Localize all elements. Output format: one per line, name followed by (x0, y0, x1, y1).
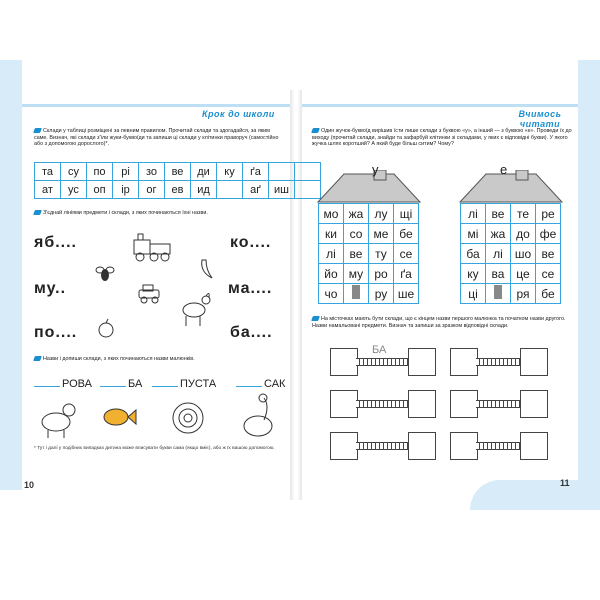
house-cell[interactable]: шо (511, 244, 536, 264)
bridge-answer[interactable] (476, 400, 520, 408)
picture-apple (330, 432, 358, 460)
pencil-icon (311, 316, 320, 321)
left-task2-text: З'єднай лініями предмети і склади, з яких починаються їхні назви. (43, 210, 208, 216)
house-cell[interactable]: це (511, 264, 536, 284)
train-icon (128, 232, 178, 262)
syllable-cell: ґа (243, 163, 269, 181)
word-ba-text: БА (128, 378, 143, 390)
right-task2-instruction (312, 316, 574, 329)
left-task3-text: Назви і допиши склади, з яких починаються назви малюнків. (43, 356, 195, 362)
fly-icon (95, 262, 115, 284)
house-cell[interactable]: ве (486, 204, 511, 224)
word-blank[interactable] (152, 378, 178, 387)
bridge-answer[interactable] (356, 358, 408, 366)
picture-pig (408, 432, 436, 460)
house-cell[interactable]: ро (369, 264, 394, 284)
syllable-ba: ба.... (230, 324, 273, 341)
syllable-ma: ма.... (228, 280, 273, 297)
house-cell[interactable]: со (344, 224, 369, 244)
bridge-answer[interactable] (356, 400, 408, 408)
house1-letter: у (372, 162, 379, 177)
syllable-cell: ог (139, 181, 165, 199)
pencil-icon (311, 128, 320, 133)
picture-mouse (408, 390, 436, 418)
pencil-icon (33, 128, 42, 133)
left-page-number: 10 (24, 480, 35, 490)
syllable-cell: ди (191, 163, 217, 181)
picture-frog (330, 348, 358, 376)
house2-letter: е (500, 162, 508, 177)
right-frame-corner (470, 480, 600, 510)
picture-plate (520, 432, 548, 460)
house-cell[interactable]: мо (319, 204, 344, 224)
picture-deer (450, 348, 478, 376)
house-cell[interactable]: ме (369, 224, 394, 244)
house-cell[interactable]: ве (344, 244, 369, 264)
house-cell[interactable]: ше (394, 284, 419, 304)
house-cell[interactable]: чо (319, 284, 344, 304)
house-door[interactable] (486, 284, 511, 304)
syllable-ko: ко.... (230, 234, 272, 251)
fish-icon (100, 404, 138, 430)
syllable-cell: рі (113, 163, 139, 181)
banana-icon (198, 258, 216, 280)
right-page-number: 11 (560, 478, 570, 488)
house-cell[interactable]: бе (536, 284, 561, 304)
house-cell[interactable]: ре (536, 204, 561, 224)
bridge-answer[interactable] (356, 442, 408, 450)
house-cell[interactable]: мі (461, 224, 486, 244)
house-cell[interactable]: до (511, 224, 536, 244)
picture-jar (330, 390, 358, 418)
left-page-header (22, 104, 290, 121)
picture-ram (408, 348, 436, 376)
picture-bowl (450, 390, 478, 418)
left-task2-instruction (34, 210, 284, 217)
right-header-title: Вчимось читати (518, 109, 562, 129)
house1-roof (314, 170, 424, 204)
house2-roof (456, 170, 566, 204)
house1-grid (318, 203, 419, 304)
right-frame (578, 60, 600, 490)
house-cell[interactable]: лу (369, 204, 394, 224)
picture-cake (520, 390, 548, 418)
word-rova[interactable] (34, 378, 92, 390)
house-cell[interactable]: ря (511, 284, 536, 304)
goose-icon (240, 392, 278, 440)
car-icon (136, 282, 162, 304)
syllable-cell: ат (35, 181, 61, 199)
house-cell[interactable]: жа (486, 224, 511, 244)
house-cell[interactable]: му (344, 264, 369, 284)
house-cell[interactable]: фе (536, 224, 561, 244)
syllable-cell: ку (217, 163, 243, 181)
syllable-cell: аґ (243, 181, 269, 199)
pencil-icon (33, 210, 42, 215)
house-cell[interactable]: бе (394, 224, 419, 244)
house-cell[interactable]: ру (369, 284, 394, 304)
word-rova-text: РОВА (62, 378, 92, 390)
word-blank[interactable] (236, 378, 262, 387)
picture-rabbit (520, 348, 548, 376)
goat-icon (176, 290, 212, 330)
syllable-cell[interactable] (217, 181, 243, 199)
word-blank[interactable] (34, 378, 60, 387)
house-cell[interactable]: ґа (394, 264, 419, 284)
word-sak-text: САК (264, 378, 286, 390)
house-cell[interactable]: се (394, 244, 419, 264)
word-pusta[interactable] (152, 378, 216, 390)
bridge-answer[interactable] (476, 442, 520, 450)
syllable-cell: су (61, 163, 87, 181)
house-cell[interactable]: се (536, 264, 561, 284)
cow-icon (36, 398, 82, 440)
syllable-cell: ев (165, 181, 191, 199)
house-cell[interactable]: йо (319, 264, 344, 284)
apple-icon (96, 318, 116, 338)
syllable-yab: яб.... (34, 234, 77, 251)
bridge-example: БА (372, 344, 387, 356)
left-frame (0, 60, 22, 490)
house2-grid (460, 203, 561, 304)
house-cell[interactable]: ту (369, 244, 394, 264)
house-cell[interactable]: ці (461, 284, 486, 304)
house-cell[interactable]: лі (461, 204, 486, 224)
left-header-title: Крок до школи (202, 109, 275, 119)
right-page-header (302, 104, 578, 129)
house-cell[interactable]: лі (486, 244, 511, 264)
right-task1-instruction (312, 128, 574, 148)
syllable-cell: та (35, 163, 61, 181)
syllable-cell: ве (165, 163, 191, 181)
word-sak[interactable] (236, 378, 285, 390)
syllable-cell: иш (269, 181, 295, 199)
right-task1-text: Один жучок-буквоїд вирішив їсти лише склади з буквою «у», а інший — з буквою «е». Проведи їх до виходу (прочитай склади, знайди та зафарбуй клітинки зі складами, у яких є відповідні букви). У якого жучка шлях коротший? А який буде більш ситим? Чому? (312, 128, 572, 148)
left-footnote: * Тут і далі у подібних випадках дитина може вписувати букви сама (якщо вміє), або ж їх вашою допомогою. (34, 446, 275, 451)
syllable-po: по.... (34, 324, 78, 341)
house-cell[interactable]: те (511, 204, 536, 224)
syllable-cell: зо (139, 163, 165, 181)
syllable-cell: ус (61, 181, 87, 199)
right-task2-text: На місточках мають бути склади, що є кінцем назви першого малюнка та початком назви другого. Назви намальовані предмети. Визнач та запиши за зразком відповідні склади. (312, 316, 566, 329)
cabbage-icon (166, 396, 210, 436)
syllable-table (34, 162, 321, 199)
bridge-answer[interactable] (476, 358, 520, 366)
syllable-cell: по (87, 163, 113, 181)
syllable-cell: оп (87, 181, 113, 199)
syllable-cell[interactable] (269, 163, 295, 181)
house-cell[interactable]: ва (486, 264, 511, 284)
word-ba[interactable] (100, 378, 142, 390)
house-cell[interactable]: ки (319, 224, 344, 244)
house-cell[interactable]: жа (344, 204, 369, 224)
syllable-cell: ір (113, 181, 139, 199)
left-task3-instruction (34, 356, 284, 363)
syllable-cell: ид (191, 181, 217, 199)
syllable-mu: му.. (34, 280, 67, 297)
word-blank[interactable] (100, 378, 126, 387)
pencil-icon (33, 356, 42, 361)
house-cell[interactable]: ба (461, 244, 486, 264)
book-gutter (290, 90, 302, 500)
word-pusta-text: ПУСТА (180, 378, 217, 390)
house-cell[interactable]: ку (461, 264, 486, 284)
left-task1-instruction (34, 128, 284, 148)
house-door[interactable] (344, 284, 369, 304)
left-task1-text: Склади у таблиці розміщені за певним правилом. Прочитай склади та здогадайся, за яким саме. Визнач, які склади з'їли жуки-буквоїди та запиши ці склади у клітинки праворуч (самостійно або з допомогою дорослого)*. (34, 128, 279, 148)
house-cell[interactable]: ве (536, 244, 561, 264)
house-cell[interactable]: щі (394, 204, 419, 224)
picture-carrot (450, 432, 478, 460)
house-cell[interactable]: лі (319, 244, 344, 264)
